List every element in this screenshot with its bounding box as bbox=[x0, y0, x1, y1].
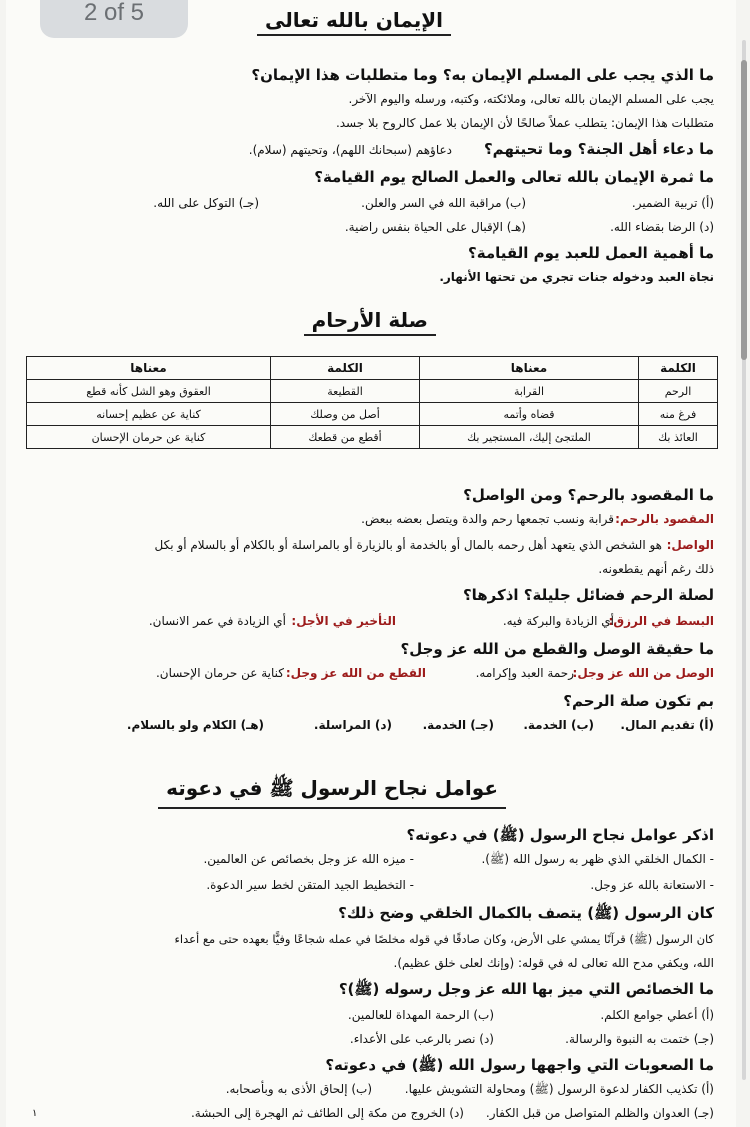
label-bast: البسط في الرزق: bbox=[608, 614, 714, 628]
question-2: ما دعاء أهل الجنة؟ وما تحيتهم؟ bbox=[483, 140, 714, 158]
answer-4: نجاة العبد ودخوله جنات تجري من تحتها الأنهار. bbox=[439, 270, 714, 284]
table-cell: كناية عن حرمان الإحسان bbox=[27, 426, 271, 449]
nabi-answer-1-row1 bbox=[26, 852, 714, 870]
page-counter-badge: 2 of 5 bbox=[40, 0, 188, 38]
option-4b: (ب) الخدمة. bbox=[523, 718, 594, 732]
nabi-option-3c: (جـ) ختمت به النبوة والرسالة. bbox=[565, 1032, 714, 1046]
table-cell: العقوق وهو الشل كأنه قطع bbox=[27, 380, 271, 403]
answer-1b: متطلبات هذا الإيمان: يتطلب عملاً صالحًا لأن الإيمان بلا عمل كالروح بلا جسد. bbox=[335, 116, 714, 130]
nabi-option-4b: (ب) إلحاق الأذى به وبأصحابه. bbox=[225, 1082, 372, 1096]
nabi-question-1: اذكر عوامل نجاح الرسول (ﷺ) في دعوته؟ bbox=[406, 826, 714, 844]
table-cell: أقطع من قطعك bbox=[271, 426, 420, 449]
table-cell: فرغ منه bbox=[639, 403, 718, 426]
option-4c: (جـ) الخدمة. bbox=[422, 718, 494, 732]
table-cell: القطيعة bbox=[271, 380, 420, 403]
section-title-silat-rahim: صلة الأرحام bbox=[304, 308, 436, 336]
text-wasil: هو الشخص الذي يتعهد أهل رحمه بالمال أو بالخدمة أو بالزيارة أو بالمراسلة أو بالكلام أو بالسلام أو بكل bbox=[154, 538, 662, 552]
table-header: معناها bbox=[420, 357, 639, 380]
table-cell: العائذ بك bbox=[639, 426, 718, 449]
nabi-answer-1c: - الاستعانة بالله عز وجل. bbox=[590, 878, 714, 892]
option-3d: (د) الرضا بقضاء الله. bbox=[610, 220, 714, 234]
table-header: الكلمة bbox=[639, 357, 718, 380]
text-qat: كناية عن حرمان الإحسان. bbox=[155, 666, 284, 680]
nabi-option-3b: (ب) الرحمة المهداة للعالمين. bbox=[347, 1008, 494, 1022]
rahim-question-4: بم تكون صلة الرحم؟ bbox=[563, 692, 714, 710]
nabi-question-2: كان الرسول (ﷺ) يتصف بالكمال الخلقي وضح ذلك؟ bbox=[338, 904, 714, 922]
answer-2: دعاؤهم (سبحانك اللهم)، وتحيتهم (سلام). bbox=[248, 143, 452, 157]
rahim-question-1: ما المقصود بالرحم؟ ومن الواصل؟ bbox=[463, 486, 714, 504]
rahim-question-2: لصلة الرحم فضائل جليلة؟ اذكرها؟ bbox=[462, 586, 714, 604]
table-cell: القرابة bbox=[420, 380, 639, 403]
nabi-answer-2b: الله، ويكفي مدح الله تعالى له في قوله: (وإنك لعلى خلق عظيم). bbox=[393, 956, 714, 970]
rahim-options-4 bbox=[26, 718, 714, 736]
nabi-options-3-row1 bbox=[26, 1008, 714, 1026]
option-4a: (أ) تقديم المال. bbox=[620, 718, 714, 732]
label-wasl: الوصل من الله عز وجل: bbox=[572, 666, 714, 680]
text-takhir: أي الزيادة في عمر الانسان. bbox=[148, 614, 286, 628]
text-wasil-cont: ذلك رغم أنهم يقطعونه. bbox=[598, 562, 714, 576]
nabi-answer-1b: - ميزه الله عز وجل بخصائص عن العالمين. bbox=[203, 852, 414, 866]
table-header-row bbox=[27, 357, 718, 380]
nabi-answer-1d: - التخطيط الجيد المتقن لخط سير الدعوة. bbox=[206, 878, 414, 892]
label-maqsud: المقصود بالرحم: bbox=[615, 512, 714, 526]
table-cell: الرحم bbox=[639, 380, 718, 403]
rahim-answer-1a bbox=[26, 512, 714, 530]
question-3: ما ثمرة الإيمان بالله تعالى والعمل الصالح يوم القيامة؟ bbox=[314, 168, 714, 186]
table-header: الكلمة bbox=[271, 357, 420, 380]
option-3e: (هـ) الإقبال على الحياة بنفس راضية. bbox=[344, 220, 526, 234]
rahim-answer-1b bbox=[26, 538, 714, 556]
table-cell: كناية عن عظيم إحسانه bbox=[27, 403, 271, 426]
scrollbar-thumb[interactable] bbox=[741, 60, 747, 360]
table-cell: قضاه وأتمه bbox=[420, 403, 639, 426]
question-2-row bbox=[26, 140, 714, 160]
table-cell: أصل من وصلك bbox=[271, 403, 420, 426]
nabi-options-4-row1 bbox=[26, 1082, 714, 1100]
label-wasil: الواصل: bbox=[666, 538, 714, 552]
document-page bbox=[6, 0, 736, 1127]
nabi-answer-1-row2 bbox=[26, 878, 714, 896]
question-4: ما أهمية العمل للعبد يوم القيامة؟ bbox=[468, 244, 714, 262]
page-number: ١ bbox=[32, 1108, 38, 1119]
nabi-answer-1a: - الكمال الخلقي الذي ظهر به رسول الله (ﷺ). bbox=[481, 852, 714, 866]
question-1: ما الذي يجب على المسلم الإيمان به؟ وما متطلبات هذا الإيمان؟ bbox=[251, 66, 714, 84]
section-title-nabi: عوامل نجاح الرسول ﷺ في دعوته bbox=[158, 776, 506, 809]
option-3b: (ب) مراقبة الله في السر والعلن. bbox=[361, 196, 526, 210]
table-cell: الملتجئ إليك، المستجير بك bbox=[420, 426, 639, 449]
table-row bbox=[27, 380, 718, 403]
options-3-row1 bbox=[26, 196, 714, 214]
rahim-question-3: ما حقيقة الوصل والقطع من الله عز وجل؟ bbox=[400, 640, 714, 658]
label-qat: القطع من الله عز وجل: bbox=[285, 666, 426, 680]
nabi-option-4d: (د) الخروج من مكة إلى الطائف ثم الهجرة إلى الحبشة. bbox=[190, 1106, 464, 1120]
table-header: معناها bbox=[27, 357, 271, 380]
answer-1: يجب على المسلم الإيمان بالله تعالى، وملائكته، وكتبه، ورسله واليوم الآخر. bbox=[348, 92, 714, 106]
nabi-option-3a: (أ) أعطي جوامع الكلم. bbox=[600, 1008, 714, 1022]
nabi-question-3: ما الخصائص التي ميز بها الله عز وجل رسوله (ﷺ)؟ bbox=[338, 980, 714, 998]
rahim-answer-2 bbox=[26, 614, 714, 632]
options-3-row2 bbox=[26, 220, 714, 238]
table-row bbox=[27, 403, 718, 426]
text-bast: أي الزيادة والبركة فيه. bbox=[502, 614, 614, 628]
option-3c: (جـ) التوكل على الله. bbox=[153, 196, 259, 210]
section-title-iman: الإيمان بالله تعالى bbox=[257, 8, 451, 36]
nabi-option-3d: (د) نصر بالرعب على الأعداء. bbox=[349, 1032, 494, 1046]
nabi-option-4c: (جـ) العدوان والظلم المتواصل من قبل الكفار. bbox=[485, 1106, 714, 1120]
text-maqsud: قرابة ونسب تجمعها رحم والدة ويتصل بعضه ببعض. bbox=[361, 512, 614, 526]
vocabulary-table bbox=[26, 356, 718, 449]
option-3a: (أ) تربية الضمير. bbox=[631, 196, 714, 210]
rahim-answer-3 bbox=[26, 666, 714, 684]
label-takhir: التأخير في الأجل: bbox=[291, 614, 396, 628]
option-4e: (هـ) الكلام ولو بالسلام. bbox=[126, 718, 264, 732]
nabi-options-3-row2 bbox=[26, 1032, 714, 1050]
table-row bbox=[27, 426, 718, 449]
nabi-options-4-row2 bbox=[26, 1106, 714, 1124]
option-4d: (د) المراسلة. bbox=[313, 718, 392, 732]
nabi-option-4a: (أ) تكذيب الكفار لدعوة الرسول (ﷺ) ومحاولة التشويش عليها. bbox=[404, 1082, 714, 1096]
nabi-question-4: ما الصعوبات التي واجهها رسول الله (ﷺ) في دعوته؟ bbox=[325, 1056, 714, 1074]
nabi-answer-2: كان الرسول (ﷺ) قرآنًا يمشي على الأرض، وكان صادقًا في قوله مخلصًا في عمله شجاعًا وفيًّا بعهده حتى مع أعداء bbox=[174, 932, 714, 946]
text-wasl: رحمة العبد وإكرامه. bbox=[475, 666, 574, 680]
